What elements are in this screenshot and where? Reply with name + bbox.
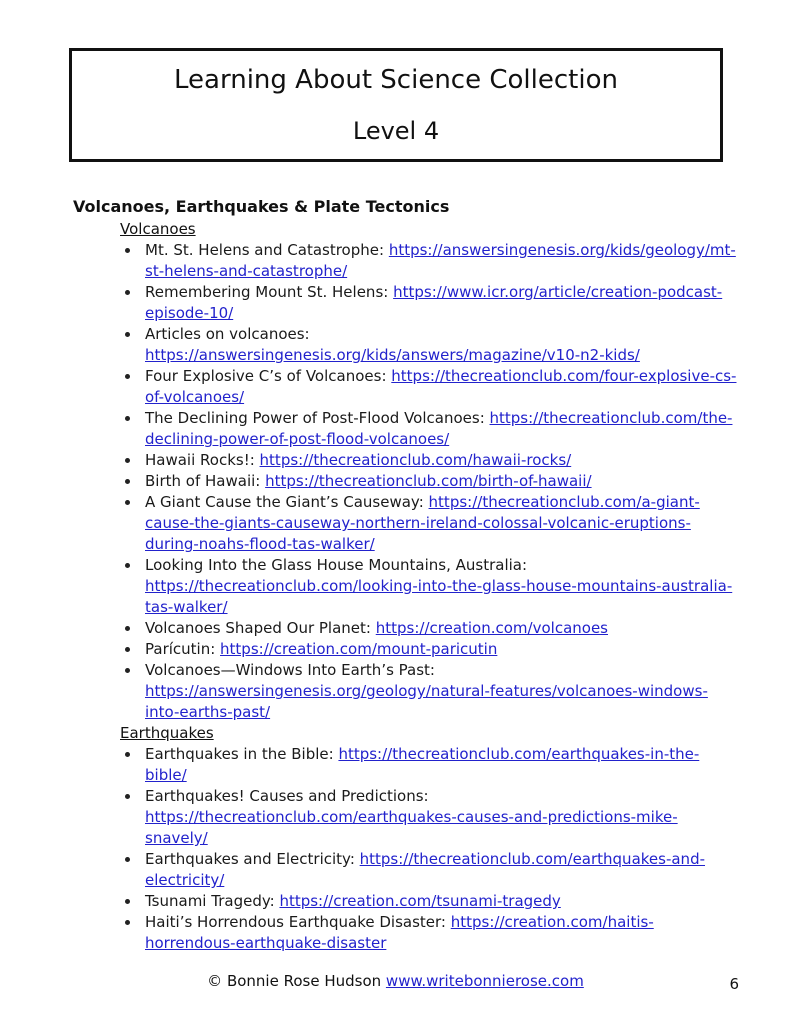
bullet-icon — [123, 639, 145, 660]
level-subtitle: Level 4 — [352, 117, 440, 145]
link-label: Hawaii Rocks!: — [145, 451, 260, 469]
link-label: Birth of Hawaii: — [145, 472, 266, 490]
title-box — [69, 48, 723, 162]
subsection-heading: Volcanoes — [120, 220, 196, 238]
resource-link[interactable]: https://thecreationclub.com/hawaii-rocks/ — [259, 451, 572, 469]
list-item — [123, 492, 737, 555]
list-item — [123, 555, 737, 618]
list-item — [123, 408, 737, 450]
list-item — [123, 786, 737, 849]
link-label: Four Explosive C’s of Volcanoes: — [145, 367, 392, 385]
link-label: Remembering Mount St. Helens: — [145, 283, 394, 301]
bullet-icon — [123, 408, 145, 450]
list-item — [123, 240, 737, 282]
bullet-icon — [123, 660, 145, 723]
link-label: Earthquakes and Electricity: — [145, 850, 360, 868]
link-label: Haiti’s Horrendous Earthquake Disaster: — [145, 913, 451, 931]
page-content — [73, 196, 737, 954]
list-item — [123, 450, 737, 471]
list-item — [123, 282, 737, 324]
link-label: The Declining Power of Post-Flood Volcanoes: — [145, 409, 490, 427]
link-label: Volcanoes—Windows Into Earth’s Past: — [145, 661, 435, 679]
bullet-icon — [123, 240, 145, 282]
link-label: Looking Into the Glass House Mountains, Australia: — [145, 556, 528, 574]
resource-link[interactable]: https://thecreationclub.com/birth-of-hawaii/ — [265, 472, 592, 490]
collection-title: Learning About Science Collection — [174, 65, 618, 95]
list-item — [123, 324, 737, 366]
list-item — [123, 471, 737, 492]
link-label: Volcanoes Shaped Our Planet: — [145, 619, 376, 637]
bullet-icon — [123, 744, 145, 786]
resource-link[interactable]: https://creation.com/volcanoes — [375, 619, 608, 637]
resource-link[interactable]: https://answersingenesis.org/kids/geology/mt-st-helens-and-catastrophe/ — [145, 241, 736, 280]
bullet-icon — [123, 492, 145, 555]
resource-link[interactable]: https://creation.com/mount-paricutin — [220, 640, 498, 658]
list-item — [123, 849, 737, 891]
list-item — [123, 618, 737, 639]
bullet-icon — [123, 912, 145, 954]
bullet-icon — [123, 471, 145, 492]
list-item — [123, 744, 737, 786]
author-website-link[interactable]: www.writebonnierose.com — [385, 972, 584, 990]
bullet-icon — [123, 555, 145, 618]
link-label: A Giant Cause the Giant’s Causeway: — [145, 493, 429, 511]
resource-link[interactable]: https://thecreationclub.com/a-giant-cause-the-giants-causeway-northern-ireland-colossal-volcanic-eruptions-during-noahs-flood-tas-walker/ — [145, 493, 700, 553]
link-label: Earthquakes! Causes and Predictions: — [145, 787, 429, 805]
link-list — [73, 744, 737, 954]
bullet-icon — [123, 786, 145, 849]
link-label: Earthquakes in the Bible: — [145, 745, 339, 763]
bullet-icon — [123, 366, 145, 408]
resource-link[interactable]: https://thecreationclub.com/earthquakes-and-electricity/ — [145, 850, 705, 889]
list-item — [123, 660, 737, 723]
resource-link[interactable]: https://thecreationclub.com/four-explosive-cs-of-volcanoes/ — [145, 367, 737, 406]
list-item — [123, 639, 737, 660]
link-label: Mt. St. Helens and Catastrophe: — [145, 241, 389, 259]
resource-link[interactable]: https://creation.com/haitis-horrendous-earthquake-disaster — [145, 913, 654, 952]
resource-link[interactable]: https://thecreationclub.com/the-declining-power-of-post-flood-volcanoes/ — [145, 409, 733, 448]
resource-link[interactable]: https://creation.com/tsunami-tragedy — [279, 892, 561, 910]
bullet-icon — [123, 618, 145, 639]
page-number: 6 — [729, 975, 739, 993]
copyright-text: © Bonnie Rose Hudson — [207, 972, 382, 990]
subsection-heading: Earthquakes — [120, 724, 214, 742]
link-label: Tsunami Tragedy: — [145, 892, 280, 910]
resource-link[interactable]: https://thecreationclub.com/looking-into-the-glass-house-mountains-australia-tas-walker/ — [145, 577, 733, 616]
link-section — [73, 723, 737, 954]
bullet-icon — [123, 282, 145, 324]
list-item — [123, 891, 737, 912]
resource-link[interactable]: https://answersingenesis.org/geology/natural-features/volcanoes-windows-into-earths-past/ — [145, 682, 708, 721]
page-footer — [0, 971, 791, 991]
resource-link[interactable]: https://answersingenesis.org/kids/answers/magazine/v10-n2-kids/ — [145, 346, 640, 364]
sections — [73, 219, 737, 954]
resource-link[interactable]: https://www.icr.org/article/creation-podcast-episode-10/ — [145, 283, 723, 322]
link-list — [73, 240, 737, 723]
list-item — [123, 366, 737, 408]
resource-link[interactable]: https://thecreationclub.com/earthquakes-causes-and-predictions-mike-snavely/ — [145, 808, 678, 847]
link-label: Parícutin: — [145, 640, 221, 658]
link-section — [73, 219, 737, 723]
bullet-icon — [123, 891, 145, 912]
topic-heading: Volcanoes, Earthquakes & Plate Tectonics — [73, 197, 450, 216]
bullet-icon — [123, 450, 145, 471]
bullet-icon — [123, 849, 145, 891]
link-label: Articles on volcanoes: — [145, 325, 310, 343]
bullet-icon — [123, 324, 145, 366]
list-item — [123, 912, 737, 954]
resource-link[interactable]: https://thecreationclub.com/earthquakes-in-the-bible/ — [145, 745, 700, 784]
